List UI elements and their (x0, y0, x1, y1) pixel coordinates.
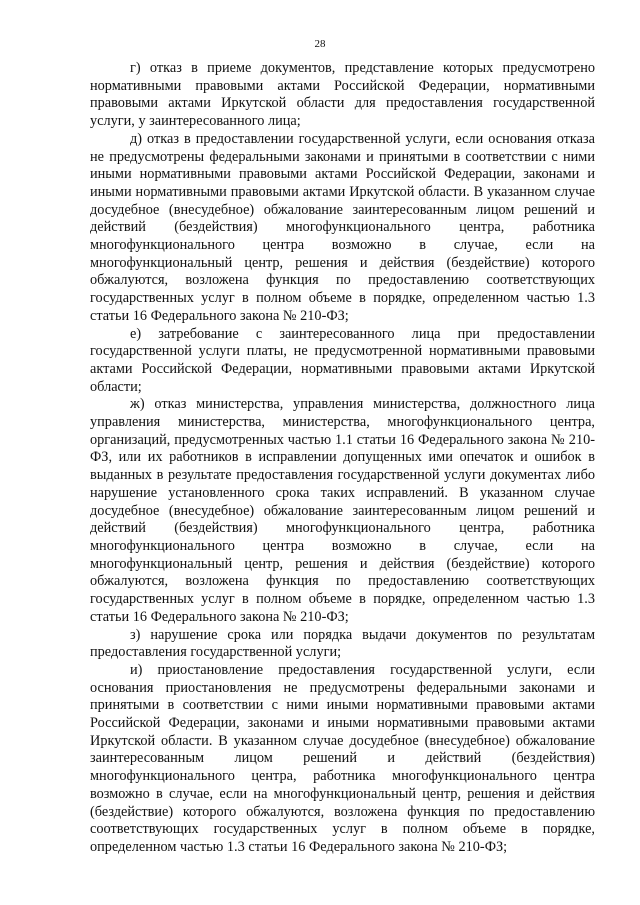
paragraph-z: з) нарушение срока или порядка выдачи документов по результатам предоставления государственной услуги; (90, 626, 595, 661)
paragraph-i: и) приостановление предоставления государственной услуги, если основания приостановления не предусмотрены федеральными законами и принятыми в соответствии с ними иными нормативными правовыми актами Российской Федерации, законами и иными нормативными правовыми актами Иркутской области. В указанном случае досудебное (внесудебное) обжалование заинтересованным лицом решений и действий (бездействия) многофункционального центра, работника многофункционального центра возможно в случае, если на многофункциональный центр, решения и действия (бездействие) которого обжалуются, возложена функция по предоставлению соответствующих государственных услуг в полном объеме в порядке, определенном частью 1.3 статьи 16 Федерального закона № 210-ФЗ; (90, 661, 595, 855)
paragraph-e: е) затребование с заинтересованного лица при предоставлении государственной услуги платы, не предусмотренной нормативными правовыми актами Российской Федерации, нормативными правовыми актами Иркутской области; (90, 325, 595, 395)
page-number: 28 (314, 38, 326, 50)
document-body (90, 60, 595, 857)
paragraph-zh: ж) отказ министерства, управления министерства, должностного лица управления министерства, министерства, многофункционального центра, организаций, предусмотренных частью 1.1 статьи 16 Федерального закона № 210-ФЗ, или их работников в исправлении допущенных ими опечаток и ошибок в выданных в результате предоставления государственной услуги документах либо нарушение установленного срока таких исправлений. В указанном случае досудебное (внесудебное) обжалование заинтересованным лицом решений и действий (бездействия) многофункционального центра, работника многофункционального центра возможно в случае, если на многофункциональный центр, решения и действия (бездействие) которого обжалуются, возложена функция по предоставлению соответствующих государственных услуг в полном объеме в порядке, определенном частью 1.3 статьи 16 Федерального закона № 210-ФЗ; (90, 396, 595, 625)
paragraph-d: д) отказ в предоставлении государственной услуги, если основания отказа не предусмотрены федеральными законами и принятыми в соответствии с ними иными нормативными правовыми актами Российской Федерации, законами и иными нормативными правовыми актами Иркутской области. В указанном случае досудебное (внесудебное) обжалование заинтересованным лицом решений и действий (бездействия) многофункционального центра, работника многофункционального центра возможно в случае, если на многофункциональный центр, решения и действия (бездействие) которого обжалуются, возложена функция по предоставлению соответствующих государственных услуг в полном объеме в порядке, определенном частью 1.3 статьи 16 Федерального закона № 210-ФЗ; (90, 130, 595, 324)
paragraph-g: г) отказ в приеме документов, представление которых предусмотрено нормативными правовыми актами Российской Федерации, нормативными правовыми актами Иркутской области для предоставления государственной услуги, у заинтересованного лица; (90, 60, 595, 130)
